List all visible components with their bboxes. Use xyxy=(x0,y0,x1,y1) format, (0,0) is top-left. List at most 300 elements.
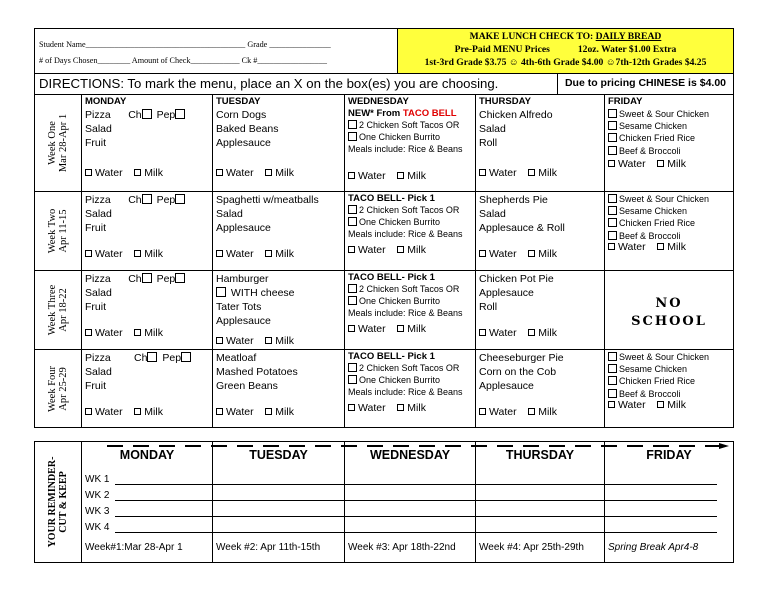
taco-option-1 xyxy=(348,120,475,132)
reminder-date-week4: Week #4: Apr 25th-29th xyxy=(479,542,584,553)
chinese-option xyxy=(608,351,733,363)
water-checkbox[interactable] xyxy=(479,250,486,257)
menu-item: Roll xyxy=(479,137,498,149)
chinese-label: Chicken Fried Rice xyxy=(619,133,696,144)
water-label: Water xyxy=(618,241,646,253)
drink-choice xyxy=(216,405,294,419)
water-label: Water xyxy=(489,327,517,339)
menu-item: Meatloaf xyxy=(216,352,257,364)
wk2-wednesday xyxy=(345,192,476,271)
chinese-option xyxy=(608,388,733,400)
drink-choice xyxy=(216,334,294,348)
reminder-wk3-label: WK 3 xyxy=(85,506,110,517)
check-payable-line xyxy=(398,29,733,43)
milk-label: Milk xyxy=(144,248,163,260)
reminder-wk1-label: WK 1 xyxy=(85,474,110,485)
reminder-wk2-line[interactable] xyxy=(115,500,717,501)
day-header-thursday: THURSDAY xyxy=(479,96,531,107)
reminder-day-tuesday: TUESDAY xyxy=(249,448,308,462)
cut-keep-label: CUT & KEEP xyxy=(58,471,69,533)
menu-item: Mashed Potatoes xyxy=(216,366,298,378)
chinese-checkbox[interactable] xyxy=(608,231,617,240)
water-checkbox[interactable] xyxy=(608,160,615,167)
milk-checkbox[interactable] xyxy=(134,169,141,176)
reminder-wk1-line[interactable] xyxy=(115,484,717,485)
cheese-option xyxy=(216,286,344,300)
chinese-option xyxy=(608,108,733,120)
reminder-wk4-line[interactable] xyxy=(115,532,717,533)
grade-prices: 1st-3rd Grade $3.75 ☺ 4th-6th Grade $4.00 ☺7th-12th Grades $4.25 xyxy=(424,57,707,68)
milk-label: Milk xyxy=(275,335,294,347)
pepperoni-checkbox[interactable] xyxy=(181,352,191,362)
chinese-price-note: Due to pricing CHINESE is $4.00 xyxy=(557,74,733,94)
milk-checkbox[interactable] xyxy=(657,243,664,250)
water-label: Water xyxy=(358,323,386,335)
pizza-option xyxy=(85,193,212,207)
drink-choice xyxy=(85,405,163,419)
spring-break-note: Spring Break Apr4-8 xyxy=(608,542,699,553)
water-checkbox[interactable] xyxy=(348,325,355,332)
tacos-label: 2 Chicken Soft Tacos OR xyxy=(359,363,460,373)
drink-choice xyxy=(216,166,294,180)
taco-bell-new xyxy=(348,108,475,120)
taco-option-1 xyxy=(348,284,475,296)
taco-option-2 xyxy=(348,217,475,229)
drink-choice xyxy=(85,326,163,340)
menu-item: Salad xyxy=(85,208,112,220)
water-label: Water xyxy=(489,248,517,260)
chinese-label: Sweet & Sour Chicken xyxy=(619,109,710,119)
milk-checkbox[interactable] xyxy=(265,408,272,415)
milk-checkbox[interactable] xyxy=(397,246,404,253)
reminder-day-friday: FRIDAY xyxy=(646,448,692,462)
water-label: Water xyxy=(358,170,386,182)
pepperoni-label: Pep xyxy=(156,109,176,121)
chinese-option xyxy=(608,193,733,205)
reminder-col-thursday xyxy=(476,442,605,562)
drink-choice xyxy=(608,158,686,170)
milk-label: Milk xyxy=(144,327,163,339)
taco-bell-pick: TACO BELL- Pick 1 xyxy=(348,351,435,362)
wk1-tuesday xyxy=(213,95,345,192)
menu-item: Salad xyxy=(216,208,243,220)
water-label: Water xyxy=(95,406,123,418)
burrito-checkbox[interactable] xyxy=(348,375,357,384)
pepperoni-checkbox[interactable] xyxy=(175,194,185,204)
wk2-monday xyxy=(82,192,213,271)
drink-choice xyxy=(479,166,557,180)
tacos-checkbox[interactable] xyxy=(348,363,357,372)
menu-item: Fruit xyxy=(85,222,106,234)
day-header-monday: MONDAY xyxy=(85,96,127,107)
burrito-checkbox[interactable] xyxy=(348,217,357,226)
pizza-label: Pizza xyxy=(85,273,111,285)
milk-label: Milk xyxy=(275,406,294,418)
pepperoni-label: Pep xyxy=(156,273,176,285)
wk1-thursday xyxy=(476,95,605,192)
milk-checkbox[interactable] xyxy=(528,169,535,176)
milk-label: Milk xyxy=(538,327,557,339)
drink-choice xyxy=(479,247,557,261)
burrito-checkbox[interactable] xyxy=(348,296,357,305)
chinese-option xyxy=(608,120,733,132)
drink-choice xyxy=(85,166,163,180)
no-label: NO xyxy=(655,296,683,311)
wk3-friday xyxy=(605,271,733,350)
menu-item: Applesauce xyxy=(479,287,534,299)
chinese-checkbox[interactable] xyxy=(608,206,617,215)
milk-checkbox[interactable] xyxy=(265,169,272,176)
chinese-checkbox[interactable] xyxy=(608,121,617,130)
chinese-option xyxy=(608,230,733,242)
cheese-checkbox[interactable] xyxy=(147,352,157,362)
water-label: Water xyxy=(95,167,123,179)
water-label: Water xyxy=(95,327,123,339)
pepperoni-checkbox[interactable] xyxy=(175,109,185,119)
wk1-friday xyxy=(605,95,733,192)
drink-choice xyxy=(348,322,426,336)
cheese-label: Ch xyxy=(128,273,142,285)
drink-choice xyxy=(85,247,163,261)
taco-option-2 xyxy=(348,375,475,387)
student-info xyxy=(35,29,397,73)
week-title: Week Two xyxy=(47,208,58,254)
week-label-2 xyxy=(35,192,82,271)
wk3-monday xyxy=(82,271,213,350)
drink-choice xyxy=(348,169,426,183)
drink-choice xyxy=(348,243,426,257)
reminder-col-wednesday xyxy=(345,442,476,562)
chinese-label: Chicken Fried Rice xyxy=(619,218,696,229)
chinese-label: Beef & Broccoli xyxy=(619,388,681,399)
drink-choice xyxy=(608,399,686,411)
chinese-checkbox[interactable] xyxy=(608,146,617,155)
menu-item: Applesauce xyxy=(216,315,271,327)
milk-label: Milk xyxy=(407,170,426,182)
pizza-label: Pizza xyxy=(85,194,111,206)
water-checkbox[interactable] xyxy=(85,250,92,257)
water-label: Water xyxy=(226,406,254,418)
cheese-checkbox[interactable] xyxy=(142,194,152,204)
chinese-option xyxy=(608,132,733,144)
pizza-option xyxy=(85,351,212,365)
water-checkbox[interactable] xyxy=(85,169,92,176)
wk4-tuesday xyxy=(213,350,345,428)
water-label: Water xyxy=(618,399,646,411)
water-label: Water xyxy=(489,406,517,418)
drink-choice xyxy=(479,405,557,419)
reminder-side-label xyxy=(35,442,82,562)
chinese-checkbox[interactable] xyxy=(608,133,617,142)
chinese-checkbox[interactable] xyxy=(608,109,617,118)
burrito-label: One Chicken Burrito xyxy=(359,295,441,306)
milk-label: Milk xyxy=(538,167,557,179)
drink-choice xyxy=(608,241,686,253)
pepperoni-label: Pep xyxy=(162,352,182,364)
week-title: Week Four xyxy=(47,365,58,413)
menu-item: Baked Beans xyxy=(216,123,279,135)
order-header xyxy=(34,28,734,74)
reminder-day-thursday: THURSDAY xyxy=(505,448,575,462)
milk-checkbox[interactable] xyxy=(657,160,664,167)
wk3-thursday xyxy=(476,271,605,350)
chinese-label: Beef & Broccoli xyxy=(619,145,681,156)
chinese-checkbox[interactable] xyxy=(608,194,617,203)
milk-label: Milk xyxy=(275,248,294,260)
milk-label: Milk xyxy=(538,406,557,418)
milk-checkbox[interactable] xyxy=(397,404,404,411)
burrito-label: One Chicken Burrito xyxy=(359,216,441,227)
reminder-wk2-label: WK 2 xyxy=(85,490,110,501)
reminder-col-friday xyxy=(605,442,733,562)
menu-item: Corn on the Cob xyxy=(479,366,557,378)
week-title: Week One xyxy=(47,121,58,165)
water-checkbox[interactable] xyxy=(608,401,615,408)
week-label-1 xyxy=(35,95,82,192)
milk-label: Milk xyxy=(275,167,294,179)
menu-item: Salad xyxy=(85,366,112,378)
water-checkbox[interactable] xyxy=(85,329,92,336)
menu-item: Shepherds Pie xyxy=(479,194,548,206)
cheese-checkbox[interactable] xyxy=(142,273,152,283)
chinese-label: Chicken Fried Rice xyxy=(619,376,696,387)
reminder-date-week3: Week #3: Apr 18th-22nd xyxy=(348,542,456,553)
week-dates: Apr 18-22 xyxy=(58,288,69,332)
meal-includes: Meals include: Rice & Beans xyxy=(348,143,463,154)
water-label: Water xyxy=(226,335,254,347)
milk-label: Milk xyxy=(667,158,686,170)
burrito-label: One Chicken Burrito xyxy=(359,131,441,142)
wk2-thursday xyxy=(476,192,605,271)
pepperoni-label: Pep xyxy=(156,194,176,206)
pizza-option xyxy=(85,272,212,286)
reminder-section xyxy=(34,441,734,563)
tacos-checkbox[interactable] xyxy=(348,284,357,293)
meal-includes: Meals include: Rice & Beans xyxy=(348,386,463,397)
menu-item: Tater Tots xyxy=(216,301,262,313)
wk1-wednesday xyxy=(345,95,476,192)
milk-checkbox[interactable] xyxy=(265,337,272,344)
milk-checkbox[interactable] xyxy=(397,172,404,179)
directions-bar xyxy=(34,74,734,95)
days-amount-check-line[interactable]: # of Days Chosen________ Amount of Check____________ Ck #_________________ xyxy=(39,56,327,65)
taco-option-1 xyxy=(348,363,475,375)
burrito-label: One Chicken Burrito xyxy=(359,374,441,385)
water-checkbox[interactable] xyxy=(348,404,355,411)
menu-item: Salad xyxy=(85,287,112,299)
milk-checkbox[interactable] xyxy=(397,325,404,332)
pizza-label: Pizza xyxy=(85,109,111,121)
water-checkbox[interactable] xyxy=(216,408,223,415)
milk-checkbox[interactable] xyxy=(134,408,141,415)
chinese-checkbox[interactable] xyxy=(608,352,617,361)
water-checkbox[interactable] xyxy=(479,408,486,415)
check-payable-label: MAKE LUNCH CHECK TO: xyxy=(469,31,596,42)
tacos-label: 2 Chicken Soft Tacos OR xyxy=(359,205,460,215)
drink-choice xyxy=(348,401,426,415)
cheese-label: Ch xyxy=(134,352,148,364)
water-label: Water xyxy=(618,158,646,170)
chinese-checkbox[interactable] xyxy=(608,364,617,373)
water-label: Water xyxy=(95,248,123,260)
with-cheese-label: WITH cheese xyxy=(230,287,295,299)
reminder-wk4-label: WK 4 xyxy=(85,522,110,533)
prices-line xyxy=(398,43,733,56)
tacos-label: 2 Chicken Soft Tacos OR xyxy=(359,284,460,294)
menu-item: Roll xyxy=(479,301,498,313)
water-label: Water xyxy=(358,402,386,414)
tacos-checkbox[interactable] xyxy=(348,205,357,214)
menu-item: Applesauce xyxy=(216,137,271,149)
week-dates: Apr 11-15 xyxy=(58,209,69,253)
week-title: Week Three xyxy=(47,284,58,336)
pepperoni-checkbox[interactable] xyxy=(175,273,185,283)
milk-checkbox[interactable] xyxy=(134,250,141,257)
tacos-label: 2 Chicken Soft Tacos OR xyxy=(359,120,460,130)
chinese-label: Sesame Chicken xyxy=(619,206,688,217)
reminder-col-monday xyxy=(82,442,213,562)
tacos-checkbox[interactable] xyxy=(348,120,357,129)
meal-includes: Meals include: Rice & Beans xyxy=(348,228,463,239)
milk-checkbox[interactable] xyxy=(265,250,272,257)
burrito-checkbox[interactable] xyxy=(348,132,357,141)
wk3-tuesday xyxy=(213,271,345,350)
chinese-label: Sweet & Sour Chicken xyxy=(619,352,710,362)
water-price-label: 12oz. Water $1.00 Extra xyxy=(577,44,677,55)
milk-checkbox[interactable] xyxy=(528,408,535,415)
wk1-monday xyxy=(82,95,213,192)
prepaid-prices-label: Pre-Paid MENU Prices xyxy=(454,44,550,55)
directions-text: DIRECTIONS: To mark the menu, place an X on the box(es) you are choosing. xyxy=(39,76,499,91)
menu-item: Chicken Pot Pie xyxy=(479,273,554,285)
milk-checkbox[interactable] xyxy=(528,329,535,336)
chinese-label: Beef & Broccoli xyxy=(619,230,681,241)
reminder-day-monday: MONDAY xyxy=(119,448,175,462)
menu-item: Salad xyxy=(85,123,112,135)
reminder-col-tuesday xyxy=(213,442,345,562)
wk3-wednesday xyxy=(345,271,476,350)
milk-label: Milk xyxy=(407,244,426,256)
milk-label: Milk xyxy=(407,323,426,335)
milk-label: Milk xyxy=(538,248,557,260)
reminder-wk3-line[interactable] xyxy=(115,516,717,517)
week-label-3 xyxy=(35,271,82,350)
drink-choice xyxy=(216,247,294,261)
menu-item: Cheeseburger Pie xyxy=(479,352,564,364)
pizza-option xyxy=(85,108,212,122)
school-label: SCHOOL xyxy=(631,314,707,329)
no-school-notice xyxy=(605,295,733,331)
menu-grid xyxy=(34,95,734,428)
milk-label: Milk xyxy=(667,241,686,253)
day-header-tuesday: TUESDAY xyxy=(216,96,261,107)
water-label: Water xyxy=(226,167,254,179)
week-label-4 xyxy=(35,350,82,428)
water-checkbox[interactable] xyxy=(216,337,223,344)
pizza-label: Pizza xyxy=(85,352,111,364)
cheese-checkbox[interactable] xyxy=(142,109,152,119)
wk2-tuesday xyxy=(213,192,345,271)
reminder-date-week2: Week #2: Apr 11th-15th xyxy=(216,542,321,553)
drink-choice xyxy=(479,326,557,340)
payment-info-box xyxy=(397,29,733,73)
wk4-thursday xyxy=(476,350,605,428)
day-header-wednesday: WEDNESDAY xyxy=(348,96,409,107)
meal-includes: Meals include: Rice & Beans xyxy=(348,307,463,318)
water-checkbox[interactable] xyxy=(216,169,223,176)
menu-item: Corn Dogs xyxy=(216,109,267,121)
chinese-checkbox[interactable] xyxy=(608,376,617,385)
taco-bell-pick: TACO BELL- Pick 1 xyxy=(348,272,435,283)
water-label: Water xyxy=(358,244,386,256)
menu-item: Salad xyxy=(479,123,506,135)
milk-label: Milk xyxy=(144,167,163,179)
chinese-checkbox[interactable] xyxy=(608,218,617,227)
menu-item: Applesauce & Roll xyxy=(479,222,565,234)
water-checkbox[interactable] xyxy=(608,243,615,250)
week-dates: Mar 28-Apr 1 xyxy=(58,113,69,173)
menu-item: Fruit xyxy=(85,380,106,392)
menu-item: Fruit xyxy=(85,137,106,149)
day-header-friday: FRIDAY xyxy=(608,96,643,107)
reminder-date-week1: Week#1:Mar 28-Apr 1 xyxy=(85,542,183,553)
with-cheese-checkbox[interactable] xyxy=(216,287,226,297)
milk-checkbox[interactable] xyxy=(528,250,535,257)
chinese-label: Sesame Chicken xyxy=(619,364,688,375)
your-reminder-label: YOUR REMINDER- xyxy=(47,456,58,548)
water-checkbox[interactable] xyxy=(348,246,355,253)
menu-item: Applesauce xyxy=(479,380,534,392)
taco-option-2 xyxy=(348,296,475,308)
chinese-option xyxy=(608,375,733,387)
menu-item: Fruit xyxy=(85,301,106,313)
chinese-option xyxy=(608,363,733,375)
chinese-label: Sweet & Sour Chicken xyxy=(619,194,710,204)
new-from-label: NEW* From xyxy=(348,108,403,119)
chinese-checkbox[interactable] xyxy=(608,389,617,398)
water-checkbox[interactable] xyxy=(85,408,92,415)
chinese-option xyxy=(608,217,733,229)
water-checkbox[interactable] xyxy=(216,250,223,257)
menu-item: Applesauce xyxy=(216,222,271,234)
wk4-monday xyxy=(82,350,213,428)
student-name-line[interactable]: Student Name_______________________________________ Grade _______________ xyxy=(39,40,331,49)
milk-label: Milk xyxy=(144,406,163,418)
menu-item: Spaghetti w/meatballs xyxy=(216,194,319,206)
chinese-option xyxy=(608,145,733,157)
menu-item: Salad xyxy=(479,208,506,220)
wk4-friday xyxy=(605,350,733,428)
taco-option-1 xyxy=(348,205,475,217)
payee-name: DAILY BREAD xyxy=(595,31,662,42)
milk-checkbox[interactable] xyxy=(657,401,664,408)
week-dates: Apr 25-29 xyxy=(58,367,69,411)
taco-bell-pick: TACO BELL- Pick 1 xyxy=(348,193,435,204)
milk-label: Milk xyxy=(667,399,686,411)
taco-bell-brand: TACO BELL xyxy=(402,108,457,119)
chinese-label: Sesame Chicken xyxy=(619,121,688,132)
wk4-wednesday xyxy=(345,350,476,428)
water-label: Water xyxy=(489,167,517,179)
chinese-option xyxy=(608,205,733,217)
water-checkbox[interactable] xyxy=(348,172,355,179)
water-checkbox[interactable] xyxy=(479,169,486,176)
menu-item: Hamburger xyxy=(216,273,269,285)
menu-item: Green Beans xyxy=(216,380,278,392)
cheese-label: Ch xyxy=(128,109,142,121)
water-checkbox[interactable] xyxy=(479,329,486,336)
milk-checkbox[interactable] xyxy=(134,329,141,336)
